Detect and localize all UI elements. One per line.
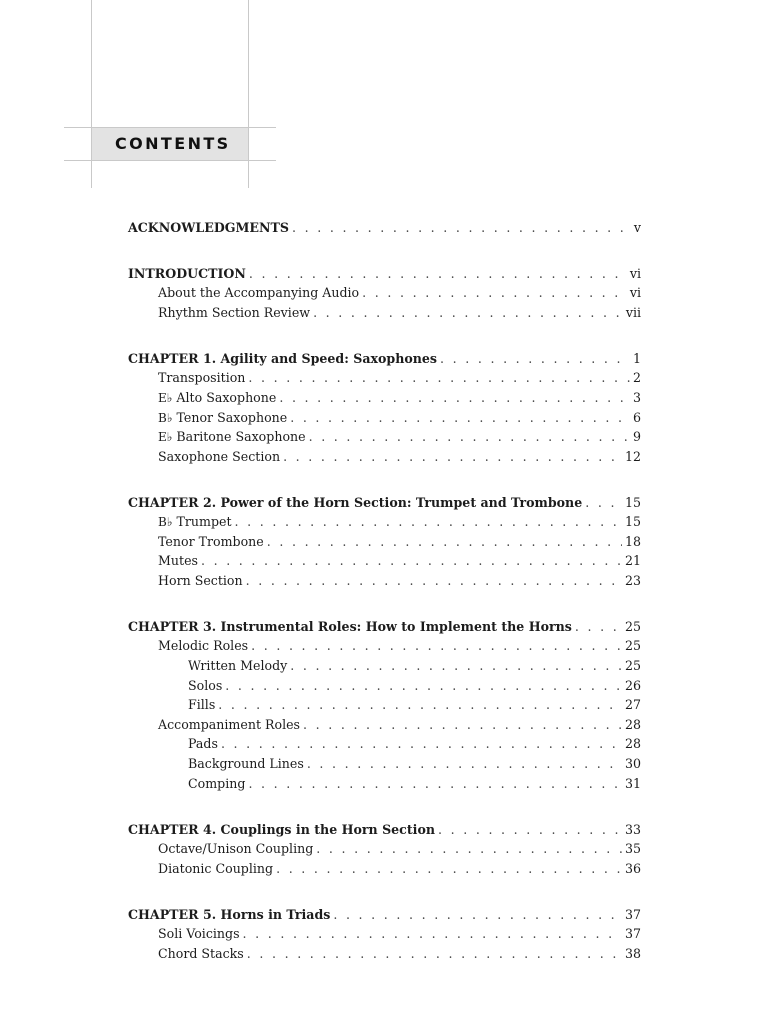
toc-entry-chord-stacks[interactable] — [158, 944, 641, 964]
dot-leader — [248, 774, 622, 794]
dot-leader — [585, 493, 622, 513]
toc-entry-title: CHAPTER 4. Couplings in the Horn Section — [128, 822, 436, 837]
dot-leader — [247, 944, 622, 964]
toc-page-number: 25 — [624, 638, 641, 653]
toc-entry-baritone-saxophone[interactable] — [158, 427, 641, 447]
toc-entry-title: Saxophone Section — [158, 449, 281, 464]
toc-page-number: 26 — [624, 678, 641, 693]
toc-entry-chapter-2[interactable] — [128, 493, 641, 513]
key-label: B♭ — [158, 515, 173, 529]
dot-leader — [307, 754, 622, 774]
dot-leader — [283, 447, 622, 467]
toc-entry-title: Rhythm Section Review — [158, 305, 311, 320]
dot-leader — [303, 715, 622, 735]
toc-entry-solos[interactable] — [188, 676, 641, 696]
page-title: CONTENTS — [115, 134, 231, 153]
toc-entry-chapter-1[interactable] — [128, 349, 641, 369]
toc-page-number: v — [633, 220, 641, 235]
dot-leader — [246, 571, 622, 591]
key-label: E♭ — [158, 430, 173, 444]
toc-page-number: 15 — [624, 495, 641, 510]
dot-leader — [362, 283, 627, 303]
toc-entry-title: Solos — [188, 678, 223, 693]
toc-entry-title: Octave/Unison Coupling — [158, 841, 314, 856]
toc-entry-title — [158, 388, 276, 408]
dot-leader — [218, 695, 622, 715]
toc-entry-title: INTRODUCTION — [128, 266, 246, 281]
dot-leader — [248, 368, 630, 388]
toc-page-number: 12 — [624, 449, 641, 464]
toc-page-number: 35 — [624, 841, 641, 856]
toc-entry-tenor-trombone[interactable] — [158, 532, 641, 552]
toc-entry-written-melody[interactable] — [188, 656, 641, 676]
toc-entry-octave-unison-coupling[interactable] — [158, 839, 641, 859]
toc-entry-title: CHAPTER 3. Instrumental Roles: How to Implement the Horns — [128, 619, 572, 634]
toc-entry-title: Mutes — [158, 553, 198, 568]
toc-entry-text: Alto Saxophone — [172, 390, 277, 405]
toc-entry-title: Transposition — [158, 370, 246, 385]
toc-entry-soli-voicings[interactable] — [158, 924, 641, 944]
toc-page-number: 9 — [632, 429, 641, 444]
toc-page-number: vi — [629, 266, 641, 281]
toc-entry-chapter-5[interactable] — [128, 905, 641, 925]
dot-leader — [440, 349, 630, 369]
toc-entry-title: Written Melody — [188, 658, 288, 673]
toc-entry-comping[interactable] — [188, 774, 641, 794]
toc-page-number: vi — [629, 285, 641, 300]
toc-page-number: 28 — [624, 717, 641, 732]
toc-entry-title: Melodic Roles — [158, 638, 249, 653]
toc-entry-about-audio[interactable] — [158, 283, 641, 303]
dot-leader — [267, 532, 622, 552]
toc-entry-title: Tenor Trombone — [158, 534, 264, 549]
toc-page-number: 3 — [632, 390, 641, 405]
toc-entry-mutes[interactable] — [158, 551, 641, 571]
toc-page-number: 1 — [632, 351, 641, 366]
toc-entry-accompaniment-roles[interactable] — [158, 715, 641, 735]
toc-entry-horn-section[interactable] — [158, 571, 641, 591]
key-label: B♭ — [158, 411, 173, 425]
toc-page-number: 37 — [624, 907, 641, 922]
dot-leader — [290, 656, 622, 676]
toc-page-number: 6 — [632, 410, 641, 425]
toc-entry-title: Horn Section — [158, 573, 243, 588]
toc-entry-title: Comping — [188, 776, 246, 791]
toc-page-number: 15 — [624, 514, 641, 529]
toc-entry-title — [158, 427, 306, 447]
dot-leader — [333, 905, 622, 925]
toc-entry-title: Accompaniment Roles — [158, 717, 301, 732]
toc-entry-title — [158, 408, 287, 428]
toc-entry-title — [158, 512, 232, 532]
toc-entry-text: Trumpet — [172, 514, 232, 529]
toc-page-number: 27 — [624, 697, 641, 712]
toc-entry-diatonic-coupling[interactable] — [158, 859, 641, 879]
toc-entry-title: Background Lines — [188, 756, 304, 771]
toc-entry-title: Pads — [188, 736, 218, 751]
dot-leader — [201, 551, 622, 571]
toc-entry-melodic-roles[interactable] — [158, 636, 641, 656]
toc-page-number: 37 — [624, 926, 641, 941]
toc-page-number: 33 — [624, 822, 641, 837]
decorative-horizontal-rule-bottom — [64, 160, 276, 161]
toc-entry-title: Chord Stacks — [158, 946, 244, 961]
toc-entry-title: Fills — [188, 697, 216, 712]
toc-entry-transposition[interactable] — [158, 368, 641, 388]
toc-entry-title: About the Accompanying Audio — [158, 285, 360, 300]
dot-leader — [316, 839, 622, 859]
toc-entry-text: Tenor Saxophone — [172, 410, 288, 425]
toc-page-number: 31 — [624, 776, 641, 791]
toc-page-number: 21 — [624, 553, 641, 568]
toc-entry-saxophone-section[interactable] — [158, 447, 641, 467]
toc-page-number: 28 — [624, 736, 641, 751]
toc-page-number: 25 — [624, 619, 641, 634]
toc-entry-alto-saxophone[interactable] — [158, 388, 641, 408]
toc-page-number: 23 — [624, 573, 641, 588]
toc-entry-title: ACKNOWLEDGMENTS — [128, 220, 290, 235]
toc-page-number: 18 — [624, 534, 641, 549]
toc-page-number: 36 — [624, 861, 641, 876]
toc-page-number: 25 — [624, 658, 641, 673]
dot-leader — [313, 303, 623, 323]
toc-entry-acknowledgments[interactable] — [128, 218, 641, 238]
dot-leader — [292, 218, 630, 238]
toc-page-number: 38 — [624, 946, 641, 961]
dot-leader — [279, 388, 630, 408]
toc-entry-title: Soli Voicings — [158, 926, 240, 941]
toc-page-number: 30 — [624, 756, 641, 771]
toc-entry-title: CHAPTER 2. Power of the Horn Section: Trumpet and Trombone — [128, 495, 583, 510]
dot-leader — [575, 617, 622, 637]
toc-entry-chapter-4[interactable] — [128, 820, 641, 840]
toc-entry-trumpet[interactable] — [158, 512, 641, 532]
toc-entry-fills[interactable] — [188, 695, 641, 715]
dot-leader — [276, 859, 622, 879]
toc-entry-text: Baritone Saxophone — [172, 429, 306, 444]
toc-entry-chapter-3[interactable] — [128, 617, 641, 637]
toc-page-number: vii — [625, 305, 641, 320]
dot-leader — [438, 820, 622, 840]
dot-leader — [221, 734, 622, 754]
dot-leader — [309, 427, 630, 447]
toc-entry-title: CHAPTER 1. Agility and Speed: Saxophones — [128, 351, 438, 366]
dot-leader — [290, 408, 630, 428]
toc-entry-title: CHAPTER 5. Horns in Triads — [128, 907, 331, 922]
toc-entry-tenor-saxophone[interactable] — [158, 408, 641, 428]
toc-entry-background-lines[interactable] — [188, 754, 641, 774]
key-label: E♭ — [158, 391, 173, 405]
toc-entry-introduction[interactable] — [128, 264, 641, 284]
toc-page-number: 2 — [632, 370, 641, 385]
dot-leader — [235, 512, 622, 532]
toc-entry-rhythm-section-review[interactable] — [158, 303, 641, 323]
toc-entry-pads[interactable] — [188, 734, 641, 754]
dot-leader — [249, 264, 627, 284]
dot-leader — [243, 924, 622, 944]
dot-leader — [225, 676, 622, 696]
dot-leader — [251, 636, 622, 656]
toc-entry-title: Diatonic Coupling — [158, 861, 274, 876]
